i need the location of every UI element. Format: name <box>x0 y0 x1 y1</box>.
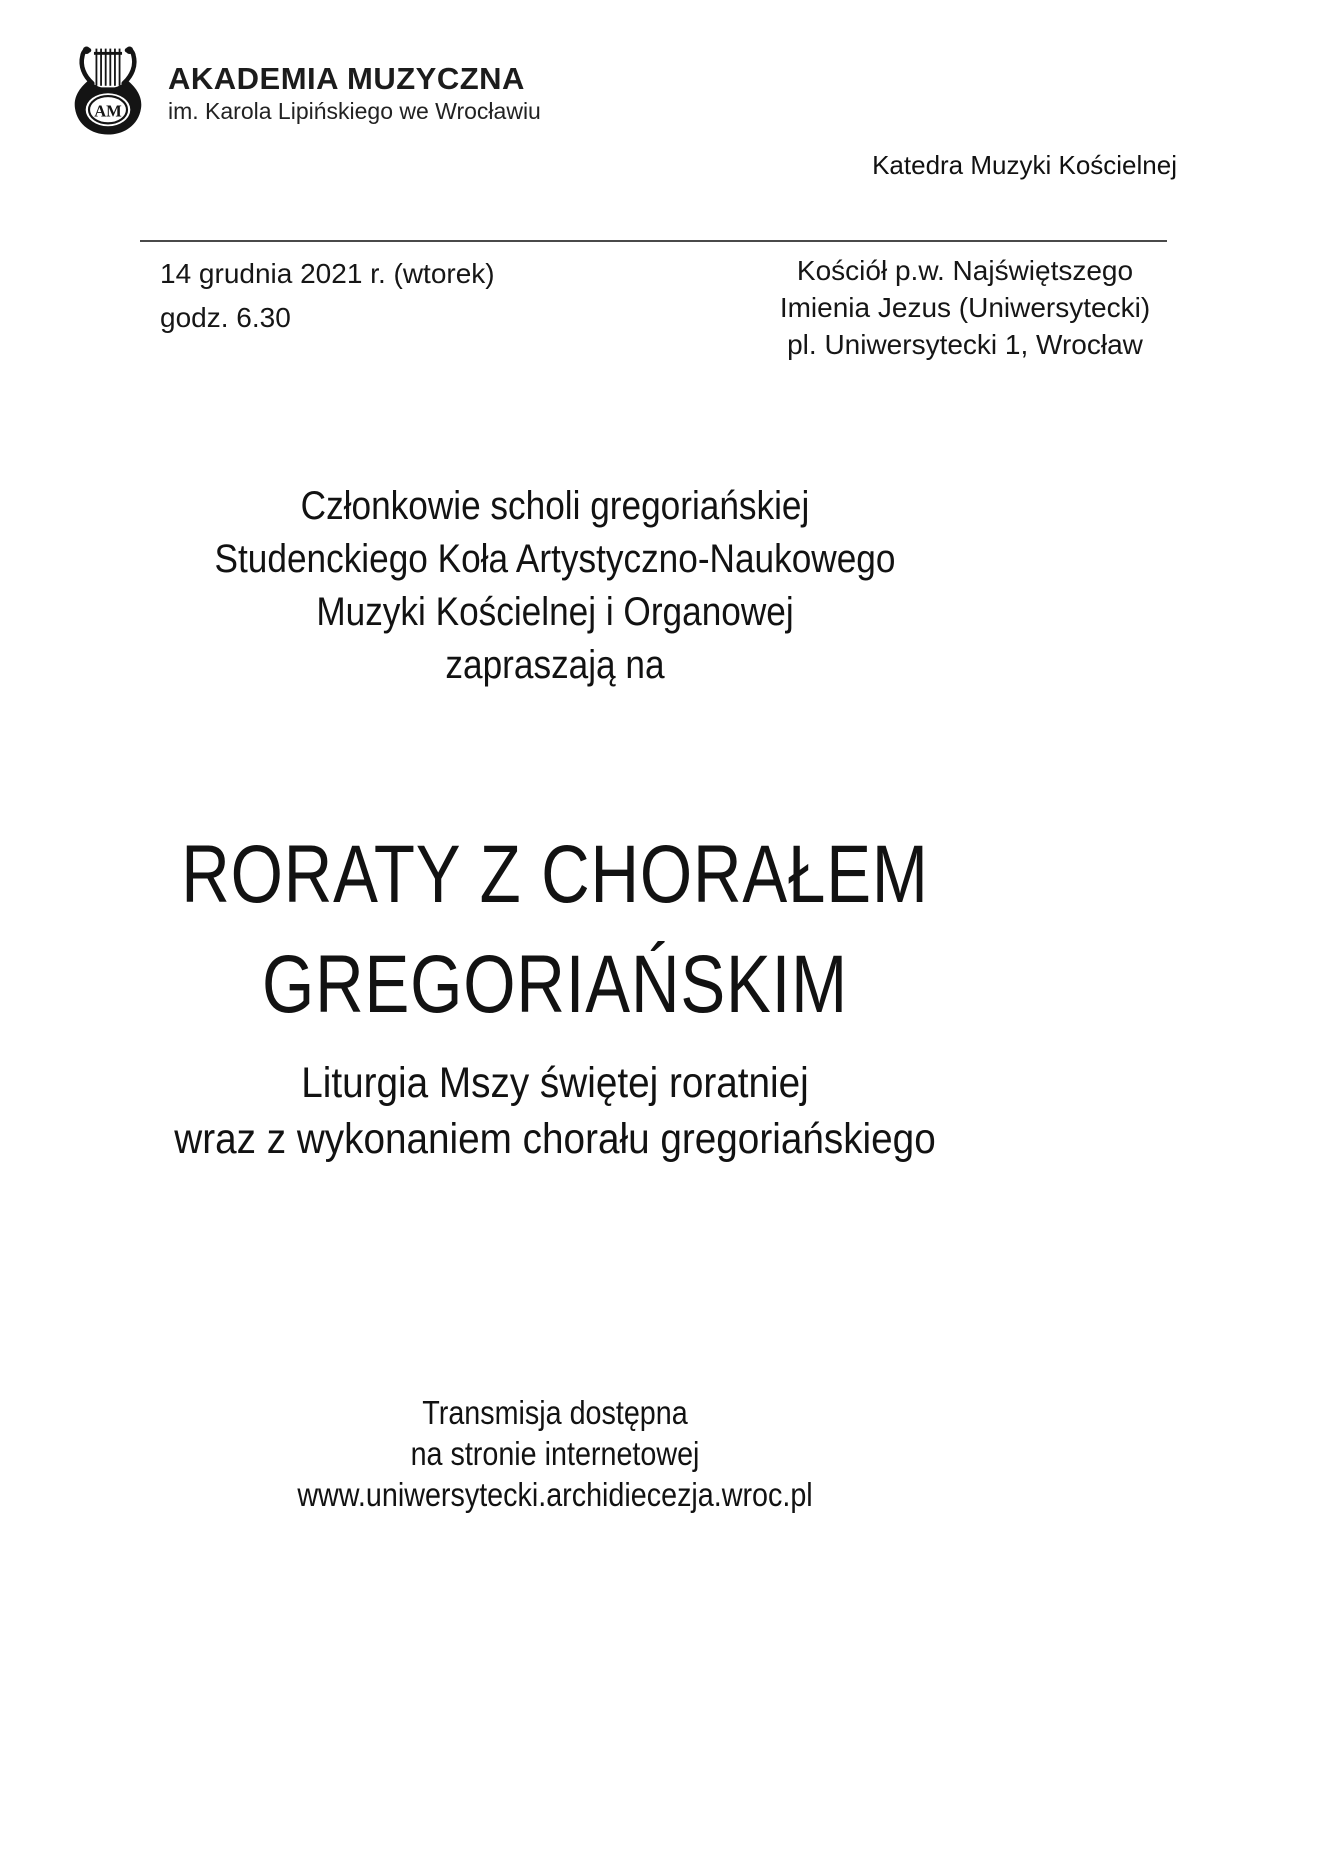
broadcast-info <box>72 1392 1038 1515</box>
event-subtitle <box>56 1055 1055 1167</box>
invitation-line-4: zapraszają na <box>445 643 665 687</box>
venue-line-2: Imienia Jezus (Uniwersytecki) <box>779 292 1151 323</box>
invitation-line-2: Studenckiego Koła Artystyczno-Naukowego <box>214 537 896 581</box>
event-title-line-2: GREGORIAŃSKIM <box>261 939 849 1030</box>
academy-name-block <box>168 55 541 125</box>
venue-line-3: pl. Uniwersytecki 1, Wrocław <box>787 329 1143 360</box>
broadcast-line-2: na stronie internetowej <box>410 1435 700 1472</box>
event-venue <box>765 252 1165 363</box>
broadcast-url: www.uniwersytecki.archidiecezja.wroc.pl <box>297 1476 813 1513</box>
academy-name: AKADEMIA MUZYCZNA <box>168 60 525 96</box>
event-subtitle-line-2: wraz z wykonaniem chorału gregoriańskiego <box>174 1115 936 1163</box>
venue-line-1: Kościół p.w. Najświętszego <box>796 255 1134 286</box>
event-time: godz. 6.30 <box>160 302 291 333</box>
academy-brand <box>66 42 541 137</box>
lyre-icon <box>66 42 150 137</box>
event-subtitle-line-1: Liturgia Mszy świętej roratniej <box>301 1059 809 1107</box>
logo-monogram: AM <box>94 101 122 121</box>
event-date: 14 grudnia 2021 r. (wtorek) <box>160 258 495 289</box>
event-datetime <box>160 252 495 340</box>
invitation-text <box>67 480 1044 692</box>
event-title <box>100 820 1010 1040</box>
invitation-line-1: Członkowie scholi gregoriańskiej <box>300 484 810 528</box>
header-divider <box>140 240 1167 242</box>
department-label: Katedra Muzyki Kościelnej <box>872 150 1177 180</box>
event-title-line-1: RORATY Z CHORAŁEM <box>181 829 929 920</box>
broadcast-line-1: Transmisja dostępna <box>422 1394 688 1431</box>
invitation-line-3: Muzyki Kościelnej i Organowej <box>316 590 794 634</box>
academy-subtitle: im. Karola Lipińskiego we Wrocławiu <box>168 97 541 124</box>
